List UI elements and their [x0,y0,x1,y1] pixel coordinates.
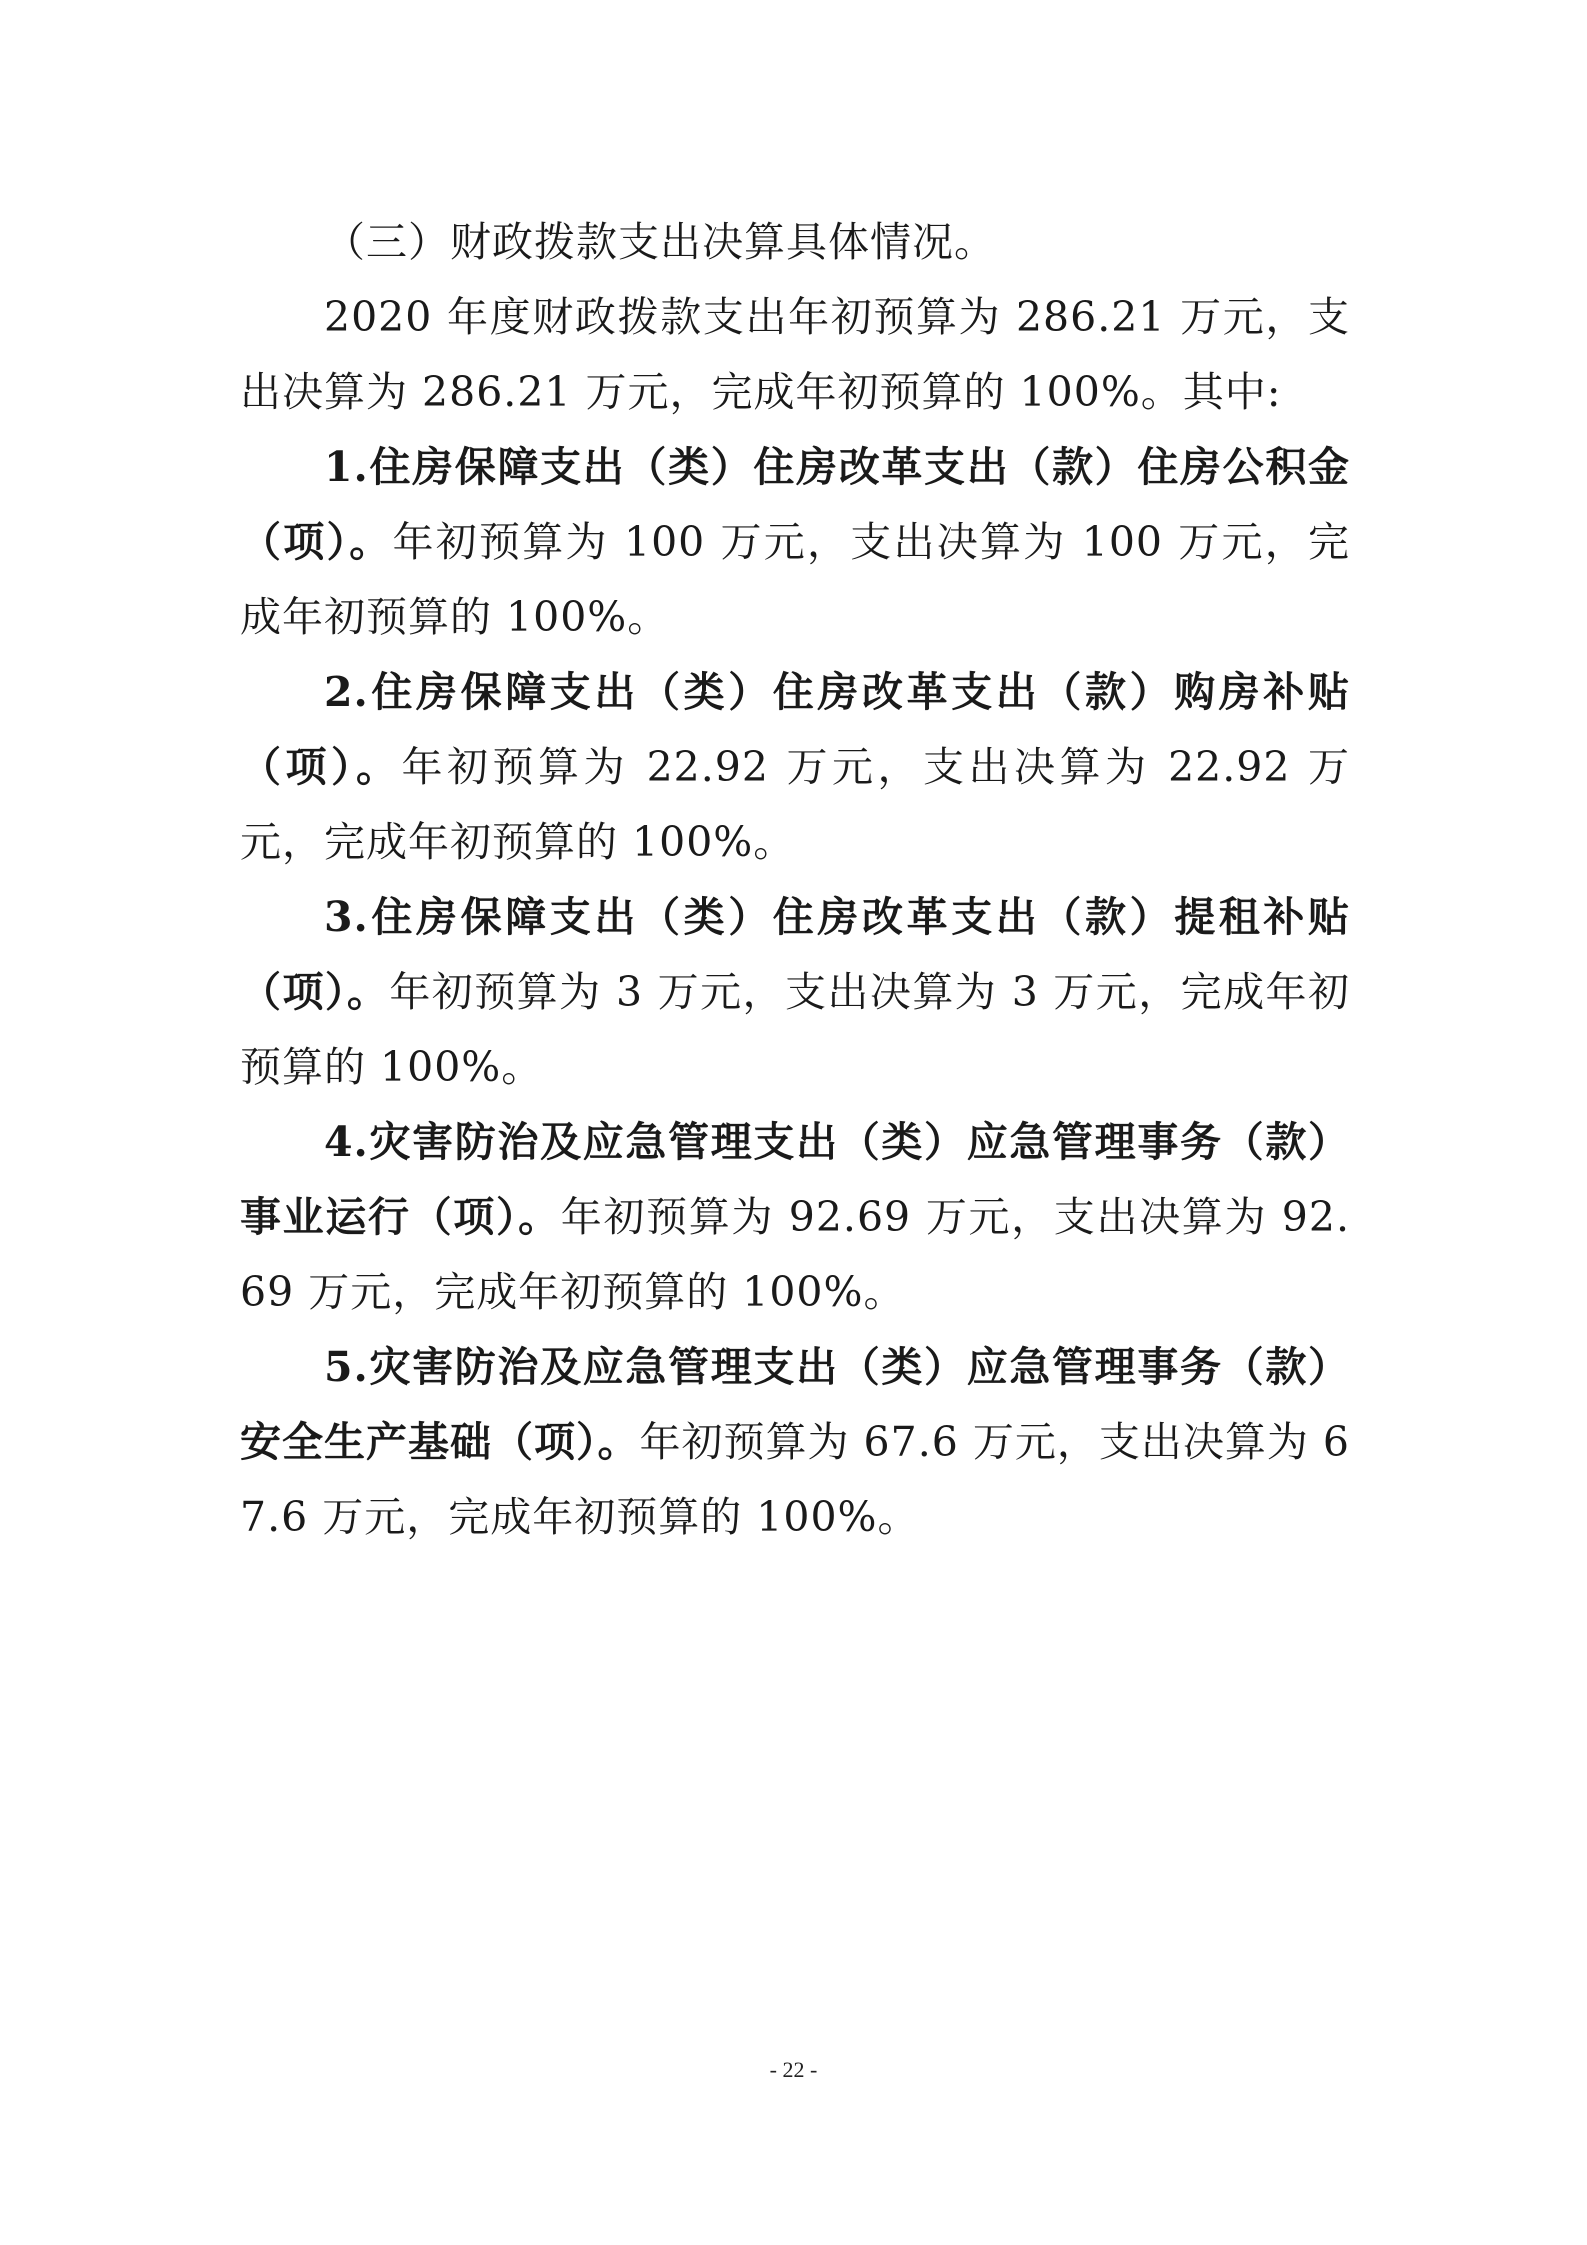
section-heading: （三）财政拨款支出决算具体情况。 [324,218,996,266]
item-paragraph-4 [240,1105,1350,1330]
item-title-4: 4.灾害防治及应急管理支出（类）应急管理事务（款）事业运行（项）。 [240,1118,1350,1241]
item-body-3: 年初预算为 3 万元，支出决算为 3 万元，完成年初预算的 100%。 [240,968,1350,1091]
item-body-2: 年初预算为 22.92 万元，支出决算为 22.92 万元，完成年初预算的 100%。 [240,743,1350,866]
item-paragraph-2 [240,655,1350,880]
item-paragraph-1 [240,430,1350,655]
item-title-5: 5.灾害防治及应急管理支出（类）应急管理事务（款）安全生产基础（项）。 [240,1343,1350,1466]
item-paragraph-5 [240,1330,1350,1555]
item-paragraph-3 [240,880,1350,1105]
item-body-5: 年初预算为 67.6 万元，支出决算为 67.6 万元，完成年初预算的 100%。 [240,1418,1350,1541]
item-title-1: 1.住房保障支出（类）住房改革支出（款）住房公积金（项）。 [240,443,1350,566]
document-body [240,205,1350,1555]
item-title-2: 2.住房保障支出（类）住房改革支出（款）购房补贴（项）。 [240,668,1350,791]
item-title-3: 3.住房保障支出（类）住房改革支出（款）提租补贴（项）。 [240,893,1350,1016]
page-number: - 22 - [769,2057,818,2082]
item-body-4: 年初预算为 92.69 万元，支出决算为 92.69 万元，完成年初预算的 100%。 [240,1193,1350,1316]
intro-paragraph: 2020 年度财政拨款支出年初预算为 286.21 万元，支出决算为 286.21 万元，完成年初预算的 100%。其中: [240,293,1350,416]
item-body-1: 年初预算为 100 万元，支出决算为 100 万元，完成年初预算的 100%。 [240,518,1350,641]
